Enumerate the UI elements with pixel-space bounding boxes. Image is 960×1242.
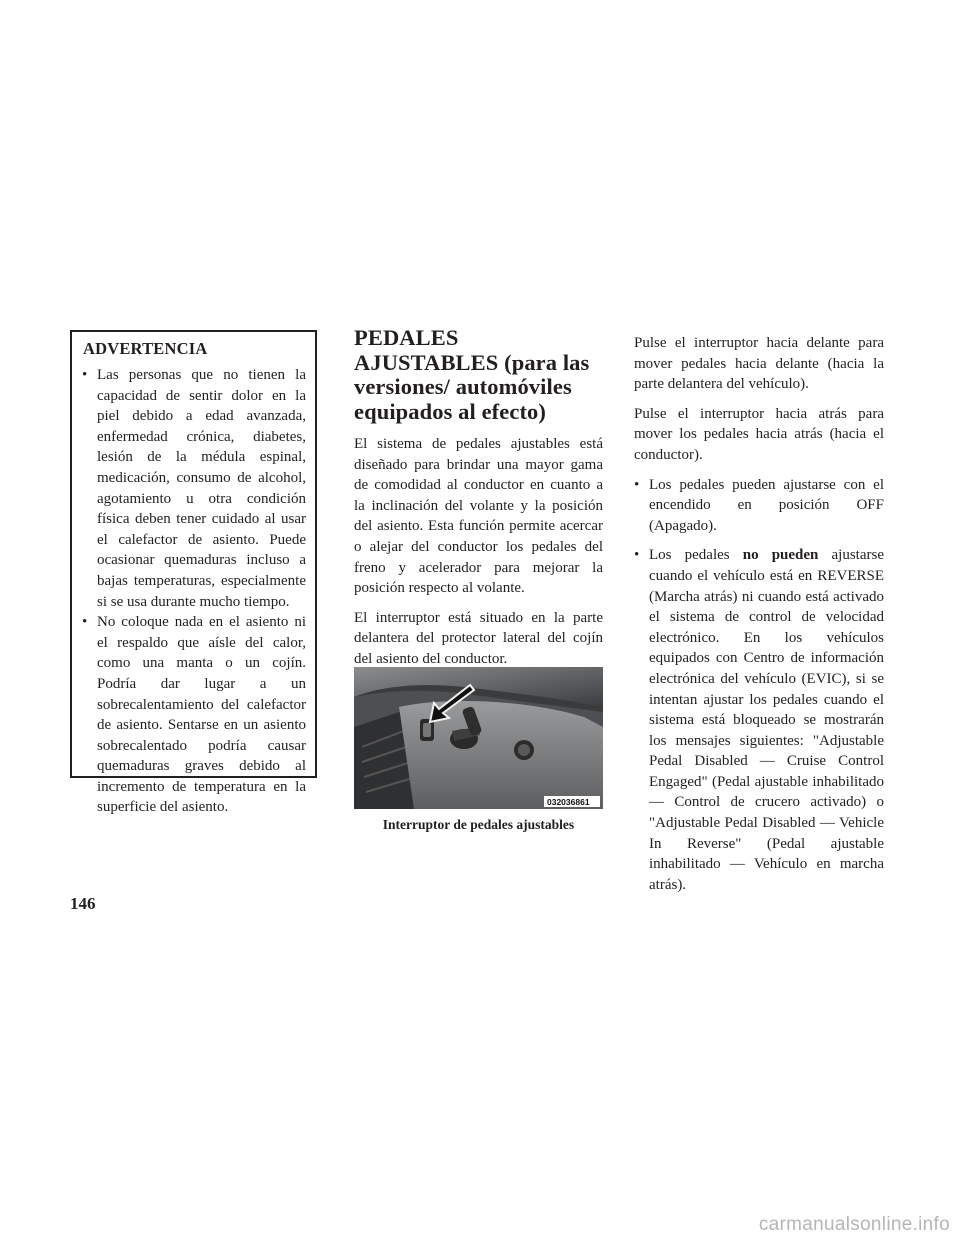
right-bullet-item [634,545,884,895]
warning-item-text: Las personas que no tienen la capacidad de sentir dolor en la piel debido a edad avanzada, enfermedad crónica, diabetes, lesión de la médula espinal, medicación, consumo de alcohol, agotamiento u otra condición física deben tener cuidado al usar el calefactor de asiento. Puede ocasionar quemaduras incluso a bajas temperaturas, especialmente si se usa durante mucho tiempo. [97,367,306,610]
section-heading: PEDALES AJUSTABLES (para las versiones/ automóviles equipados al efecto) [354,325,590,424]
figure-code: 032036861 [547,797,590,807]
bullet-icon: • [634,547,640,564]
right-bullet-text-post: ajustarse cuando el vehículo está en REVERSE (Marcha atrás) ni cuando está activado el sistema de control de velocidad electrónico. En los vehículos equipados con Centro de información electrónica del vehículo (EVIC), si se intentan ajustar los pedales cuando el sistema está bloqueado se mostrarán los mensajes siguientes: "Adjustable Pedal Disabled — Cruise Control Engaged" (Pedal ajustable inhabilitado — Control de crucero activado) o "Adjustable Pedal Disabled — Vehicle In Reverse" (Pedal ajustable inhabilitado — Vehículo en marcha atrás). [649,547,884,893]
section-paragraph: El sistema de pedales ajustables está diseñado para brindar una mayor gama de comodidad al conductor en cuanto a la inclinación del volante y la posición del asiento. Esta función permite acercar o alejar del conductor los pedales del freno y acelerador para mejorar la posición respecto al volante. [354,436,603,597]
right-bullet-item [634,475,884,537]
bullet-icon: • [82,367,88,383]
page-number: 146 [70,894,96,913]
warning-item-text: No coloque nada en el asiento ni el respaldo que aísle del calor, como una manta o un cojín. Podría dar lugar a un sobrecalentamiento del calefactor de asiento. Sentarse en un asiento sobrecalentado podría causar quemaduras graves debido al incremento de temperatura en la superficie del asiento. [97,614,306,816]
warning-box [70,330,317,816]
watermark-link[interactable]: carmanualsonline.info [758,1214,950,1235]
warning-list [82,365,306,818]
right-paragraph: Pulse el interruptor hacia delante para mover pedales hacia delante (hacia la parte delantera del vehículo). [634,335,884,393]
pedal-switch-photo [354,667,603,809]
figure-caption: Interruptor de pedales ajustables [382,817,575,832]
section-adjustable-pedals [354,326,603,679]
right-paragraph: Pulse el interruptor hacia atrás para mover los pedales hacia atrás (hacia el conductor). [634,405,884,463]
right-bullet-text-pre: Los pedales [649,547,743,564]
seat-switch-illustration [354,667,603,809]
section-paragraph: El interruptor está situado en la parte delantera del protector lateral del cojín del asiento del conductor. [354,609,603,667]
warning-item [82,365,306,612]
right-bullet-text: Los pedales pueden ajustarse con el encendido en posición OFF (Apagado). [649,476,884,534]
warning-item [82,612,306,818]
bullet-icon: • [634,476,640,493]
right-bullet-list [634,475,884,896]
warning-title: ADVERTENCIA [83,339,208,358]
right-column [634,333,884,904]
bullet-icon: • [82,614,88,631]
right-bullet-text-bold: no pueden [742,547,819,564]
